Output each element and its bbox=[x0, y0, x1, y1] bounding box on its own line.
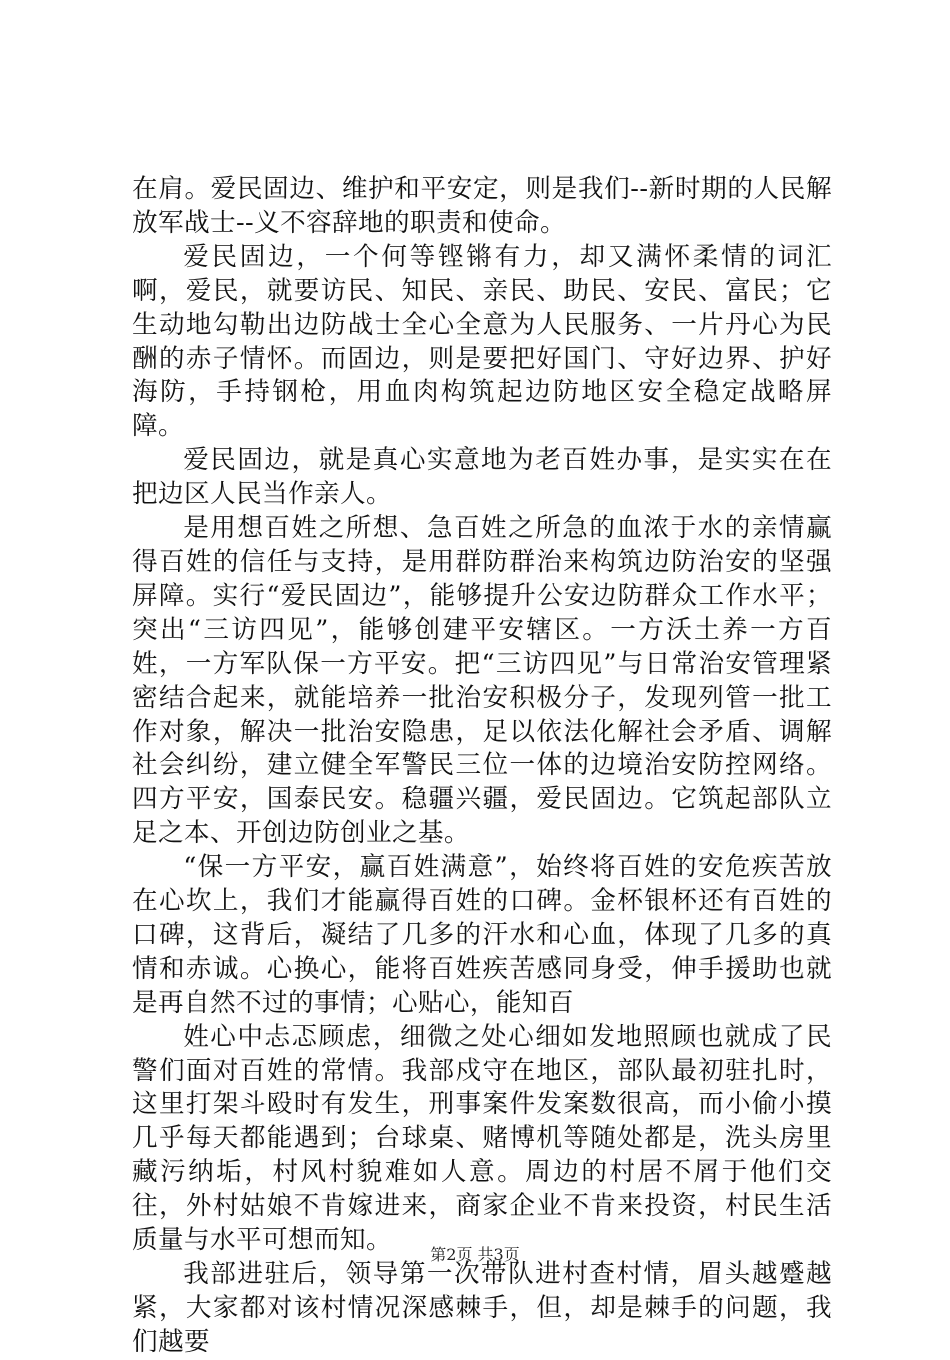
body-text bbox=[132, 173, 832, 1360]
paragraph-5: “保一方平安，赢百姓满意”，始终将百姓的安危疾苦放在心坎上，我们才能赢得百姓的口碑。金杯银杯还有百姓的口碑，这背后，凝结了几多的汗水和心血，体现了几多的真情和赤诚。心换心，能将百姓疾苦感同身受，伸手援助也就是再自然不过的事情；心贴心，能知百 bbox=[132, 852, 832, 1018]
paragraph-3: 爱民固边，就是真心实意地为老百姓办事，是实实在在把边区人民当作亲人。 bbox=[132, 445, 832, 510]
paragraph-1: 在肩。爱民固边、维护和平安定，则是我们--新时期的人民解放军战士--义不容辞地的职责和使命。 bbox=[132, 174, 832, 238]
paragraph-7: 我部进驻后，领导第一次带队进村查村情，眉头越蹙越紧，大家都对该村情况深感棘手，但，却是棘手的问题，我们越要 bbox=[132, 1259, 832, 1357]
page-footer: 第2页 共3页 bbox=[430, 1245, 520, 1264]
paragraph-6: 姓心中忐忑顾虑，细微之处心细如发地照顾也就成了民警们面对百姓的常情。我部戍守在地区，部队最初驻扎时，这里打架斗殴时有发生，刑事案件发案数很高，而小偷小摸几乎每天都能遇到；台球桌、赌博机等随处都是，洗头房里藏污纳垢，村风村貌难如人意。周边的村居不屑于他们交往，外村姑娘不肯嫁进来，商家企业不肯来投资，村民生活质量与水平可想而知。 bbox=[132, 1021, 832, 1256]
paragraph-2: 爱民固边，一个何等铿锵有力，却又满怀柔情的词汇啊，爱民，就要访民、知民、亲民、助民、安民、富民；它生动地勾勒出边防战士全心全意为人民服务、一片丹心为民酬的赤子情怀。而固边，则是要把好国门、守好边界、护好海防，手持钢枪，用血肉构筑起边防地区安全稳定战略屏障。 bbox=[132, 241, 832, 442]
paragraph-4: 是用想百姓之所想、急百姓之所急的血浓于水的亲情赢得百姓的信任与支持，是用群防群治来构筑边防治安的坚强屏障。实行“爱民固边”，能够提升公安边防群众工作水平；突出“三访四见”，能够创建平安辖区。一方沃土养一方百姓，一方军队保一方平安。把“三访四见”与日常治安管理紧密结合起来，就能培养一批治安积极分子，发现列管一批工作对象，解决一批治安隐患，足以依法化解社会矛盾、调解社会纠纷，建立健全军警民三位一体的边境治安防控网络。四方平安，国泰民安。稳疆兴疆，爱民固边。它筑起部队立足之本、开创边防创业之基。 bbox=[132, 513, 832, 849]
